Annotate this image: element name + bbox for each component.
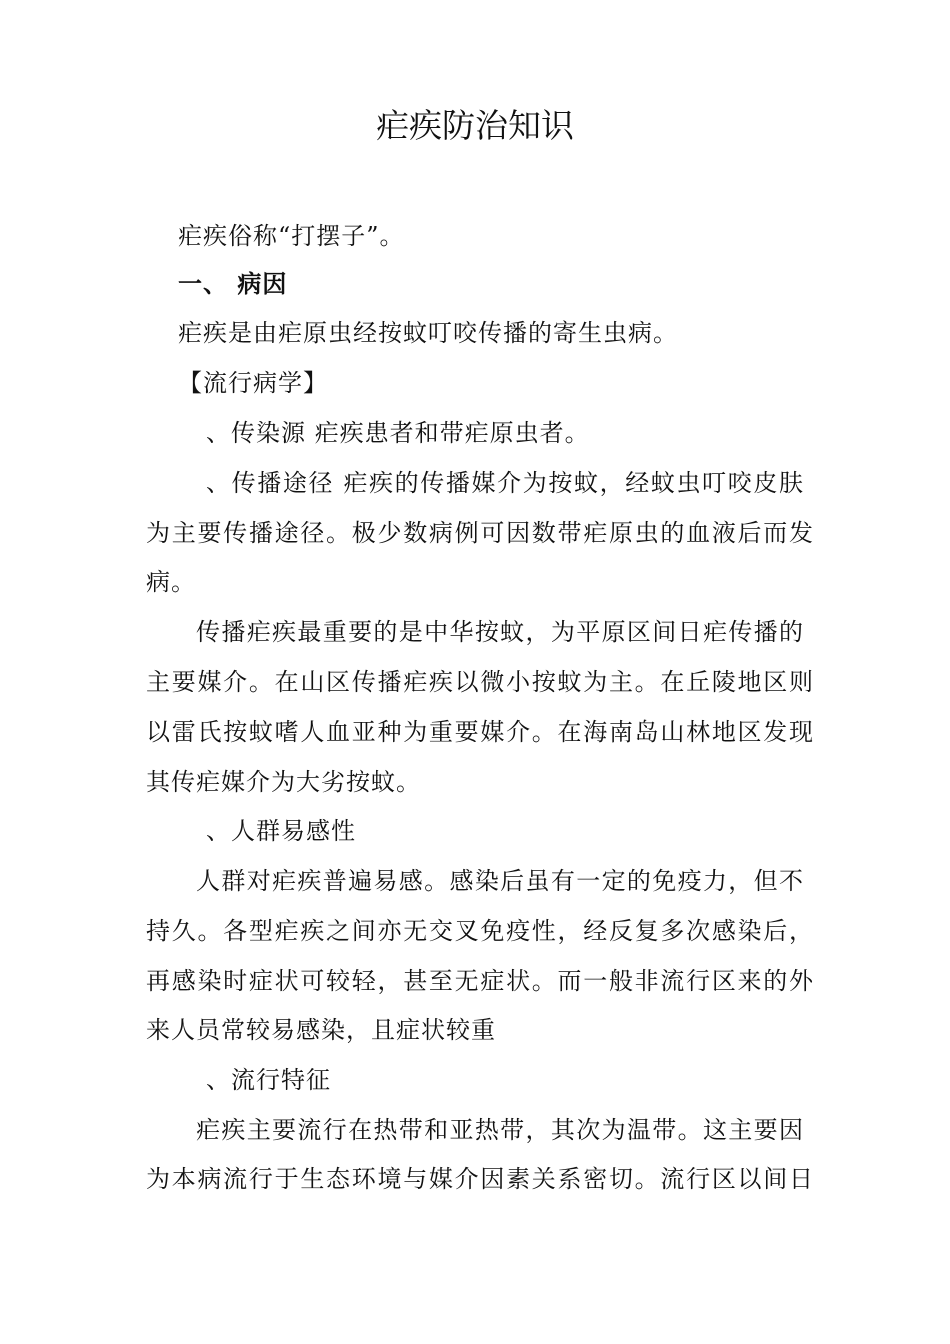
infection-source-line: 、传染源 疟疾患者和带疟原虫者。	[206, 419, 590, 447]
paragraph-line: 疟疾主要流行在热带和亚热带，其次为温带。这主要因	[196, 1116, 804, 1144]
intro-line: 疟疾俗称“打摆子”。	[178, 222, 405, 250]
paragraph-line: 来人员常较易感染，且症状较重	[146, 1016, 496, 1044]
paragraph-line: 人群对疟疾普遍易感。感染后虽有一定的免疫力，但不	[196, 867, 804, 895]
paragraph-line: 主要媒介。在山区传播疟疾以微小按蚊为主。在丘陵地区则	[146, 668, 814, 696]
paragraph-line: 再感染时症状可较轻，甚至无症状。而一般非流行区来的外	[146, 967, 814, 995]
paragraph-line: 以雷氏按蚊嗜人血亚种为重要媒介。在海南岛山林地区发现	[146, 718, 814, 746]
paragraph-line: 为主要传播途径。极少数病例可因数带疟原虫的血液后而发	[146, 519, 814, 547]
paragraph-line: 传播疟疾最重要的是中华按蚊，为平原区间日疟传播的	[196, 618, 804, 646]
susceptibility-heading: 、人群易感性	[206, 817, 356, 845]
paragraph-line: 病。	[146, 568, 196, 596]
paragraph-line: 持久。各型疟疾之间亦无交叉免疫性，经反复多次感染后，	[146, 917, 814, 945]
epidemic-features-heading: 、流行特征	[206, 1066, 331, 1094]
paragraph-line: 其传疟媒介为大劣按蚊。	[146, 768, 421, 796]
cause-text: 疟疾是由疟原虫经按蚊叮咬传播的寄生虫病。	[178, 319, 678, 347]
section-heading-cause: 一、 病因	[178, 269, 288, 298]
document-title: 疟疾防治知识	[376, 106, 574, 145]
subsection-heading-epidemiology: 【流行病学】	[178, 369, 328, 397]
paragraph-line: 为本病流行于生态环境与媒介因素关系密切。流行区以间日	[146, 1165, 814, 1193]
transmission-route-line: 、传播途径 疟疾的传播媒介为按蚊，经蚊虫叮咬皮肤	[206, 469, 804, 497]
